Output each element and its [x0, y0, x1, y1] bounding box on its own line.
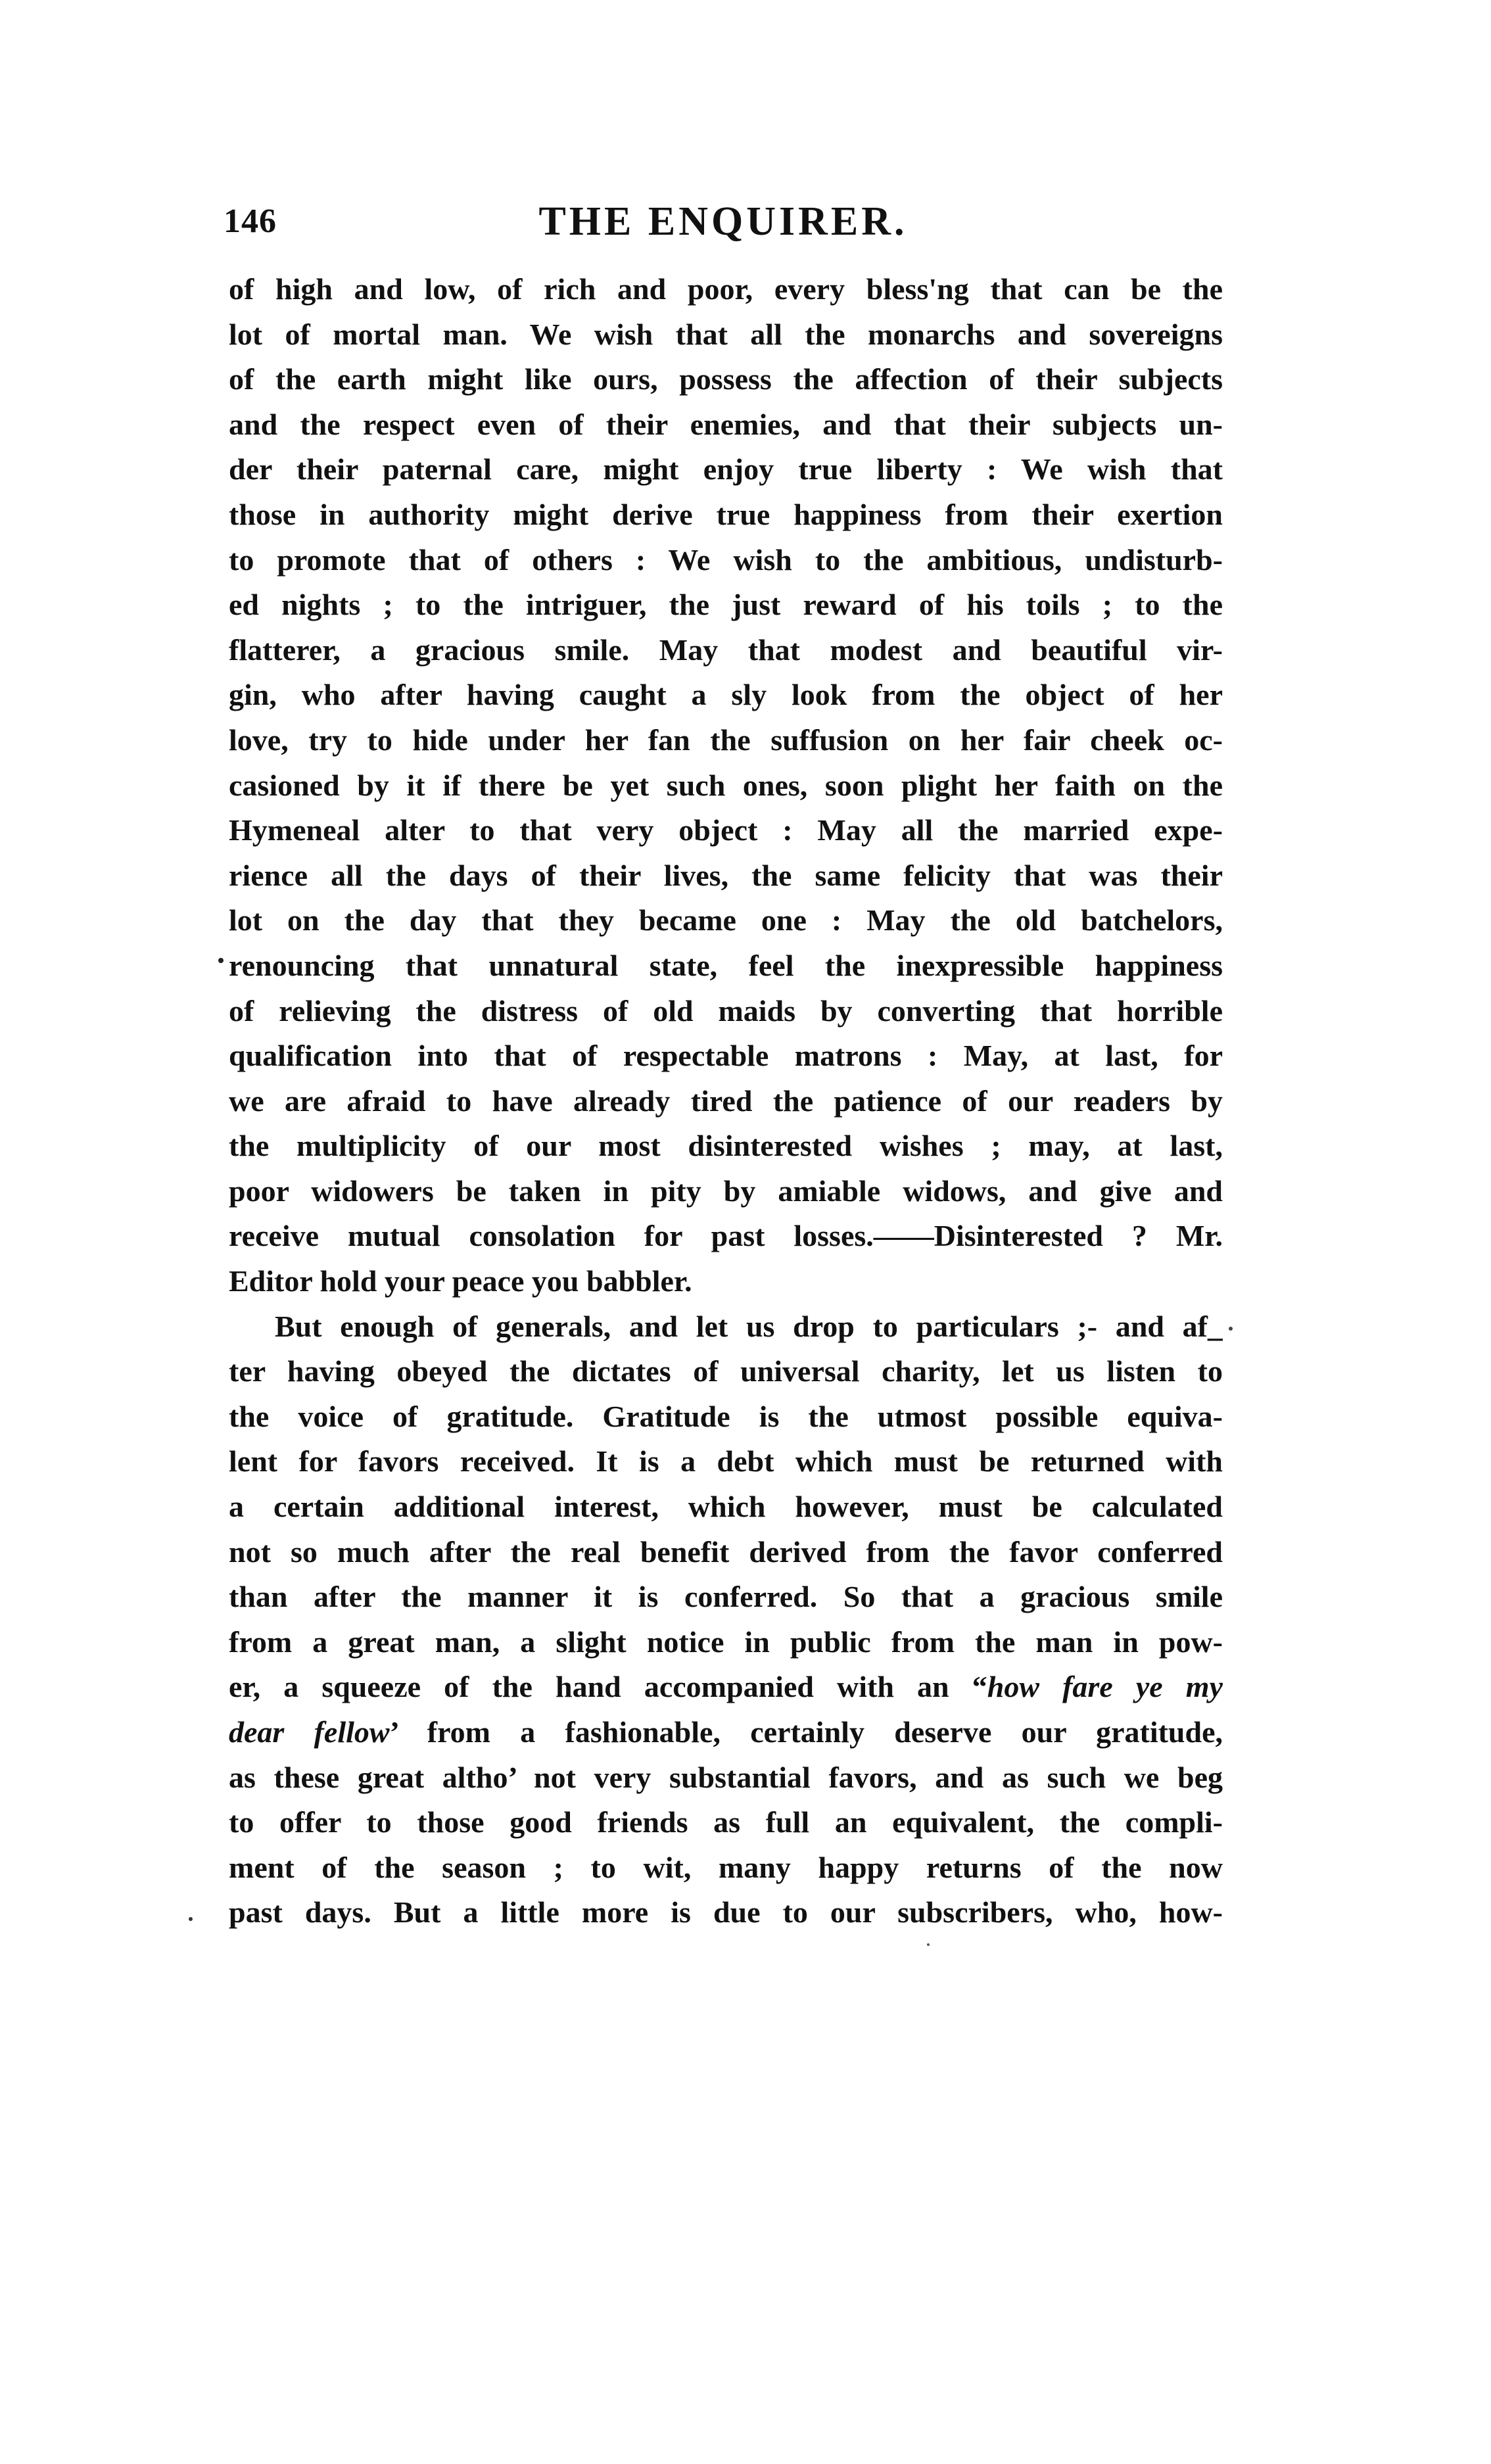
text-line: of relieving the distress of old maids by converting that horrible	[229, 993, 1223, 1028]
text-line: casioned by it if there be yet such ones, soon plight her faith on the	[229, 768, 1223, 802]
text-line: to offer to those good friends as full an equivalent, the compli-	[229, 1805, 1223, 1839]
paragraph-end-line: Editor hold your peace you babbler.	[229, 1264, 692, 1298]
text-line: the voice of gratitude. Gratitude is the utmost possible equiva-	[229, 1399, 1223, 1433]
line-text: er, a squeeze of the hand accompanied with an “	[229, 1670, 987, 1704]
text-line: receive mutual consolation for past losses.——Disinterested ? Mr.	[229, 1219, 1223, 1253]
text-line: from a great man, a slight notice in public from the man in pow-	[229, 1624, 1223, 1659]
ink-speck	[189, 1917, 193, 1921]
text-line: to promote that of others : We wish to the ambitious, undisturb-	[229, 542, 1223, 577]
text-line: rience all the days of their lives, the same felicity that was their	[229, 858, 1223, 892]
text-line: the multiplicity of our most disinterested wishes ; may, at last,	[229, 1129, 1223, 1163]
text-line: of high and low, of rich and poor, every bless'ng that can be the	[229, 272, 1223, 306]
ink-speck	[218, 958, 224, 963]
text-line: Hymeneal alter to that very object : May all the married expe-	[229, 813, 1223, 847]
text-line-with-italic	[229, 1710, 1223, 1755]
italic-phrase: how fare ye my	[987, 1670, 1223, 1704]
text-line: those in authority might derive true happiness from their exertion	[229, 497, 1223, 531]
text-line: poor widowers be taken in pity by amiable widows, and give and	[229, 1173, 1223, 1208]
text-line: lot of mortal man. We wish that all the monarchs and sovereigns	[229, 317, 1223, 351]
text-line: of the earth might like ours, possess the affection of their subjects	[229, 362, 1223, 396]
text-line: love, try to hide under her fan the suffusion on her fair cheek oc-	[229, 723, 1223, 757]
running-title: THE ENQUIRER.	[538, 199, 908, 244]
text-line: qualification into that of respectable matrons : May, at last, for	[229, 1039, 1223, 1073]
text-line: past days. But a little more is due to our subscribers, who, how-	[229, 1895, 1223, 1930]
text-line: ter having obeyed the dictates of universal charity, let us listen to	[229, 1354, 1223, 1388]
text-line: and the respect even of their enemies, and that their subjects un-	[229, 407, 1223, 441]
line-text: ’ from a fashionable, certainly deserve our gratitude,	[389, 1715, 1223, 1749]
text-line: we are afraid to have already tired the patience of our readers by	[229, 1083, 1223, 1118]
text-line: lent for favors received. It is a debt which must be returned with	[229, 1444, 1223, 1479]
paragraph-first-line: But enough of generals, and let us drop to particulars ;- and af_	[275, 1309, 1223, 1343]
text-line: lot on the day that they became one : May the old batchelors,	[229, 903, 1223, 937]
text-line: as these great altho’ not very substantial favors, and as such we beg	[229, 1760, 1223, 1794]
text-line: flatterer, a gracious smile. May that modest and beautiful vir-	[229, 632, 1223, 667]
text-line: gin, who after having caught a sly look from the object of her	[229, 678, 1223, 712]
text-line: than after the manner it is conferred. So that a gracious smile	[229, 1580, 1223, 1614]
text-line-with-italic	[229, 1665, 1223, 1710]
text-line: ment of the season ; to wit, many happy returns of the now	[229, 1850, 1223, 1884]
text-line: a certain additional interest, which however, must be calculated	[229, 1490, 1223, 1524]
ink-speck	[1229, 1327, 1233, 1331]
text-line: der their paternal care, might enjoy true liberty : We wish that	[229, 452, 1223, 486]
text-line: renouncing that unnatural state, feel the inexpressible happiness	[229, 948, 1223, 982]
italic-phrase: dear fellow	[229, 1715, 390, 1749]
text-line: ed nights ; to the intriguer, the just reward of his toils ; to the	[229, 588, 1223, 622]
page-number: 146	[224, 202, 277, 240]
running-head	[224, 192, 1223, 251]
ink-speck	[927, 1943, 930, 1946]
text-line: not so much after the real benefit derived from the favor conferred	[229, 1534, 1223, 1569]
body-text	[229, 267, 1223, 1935]
